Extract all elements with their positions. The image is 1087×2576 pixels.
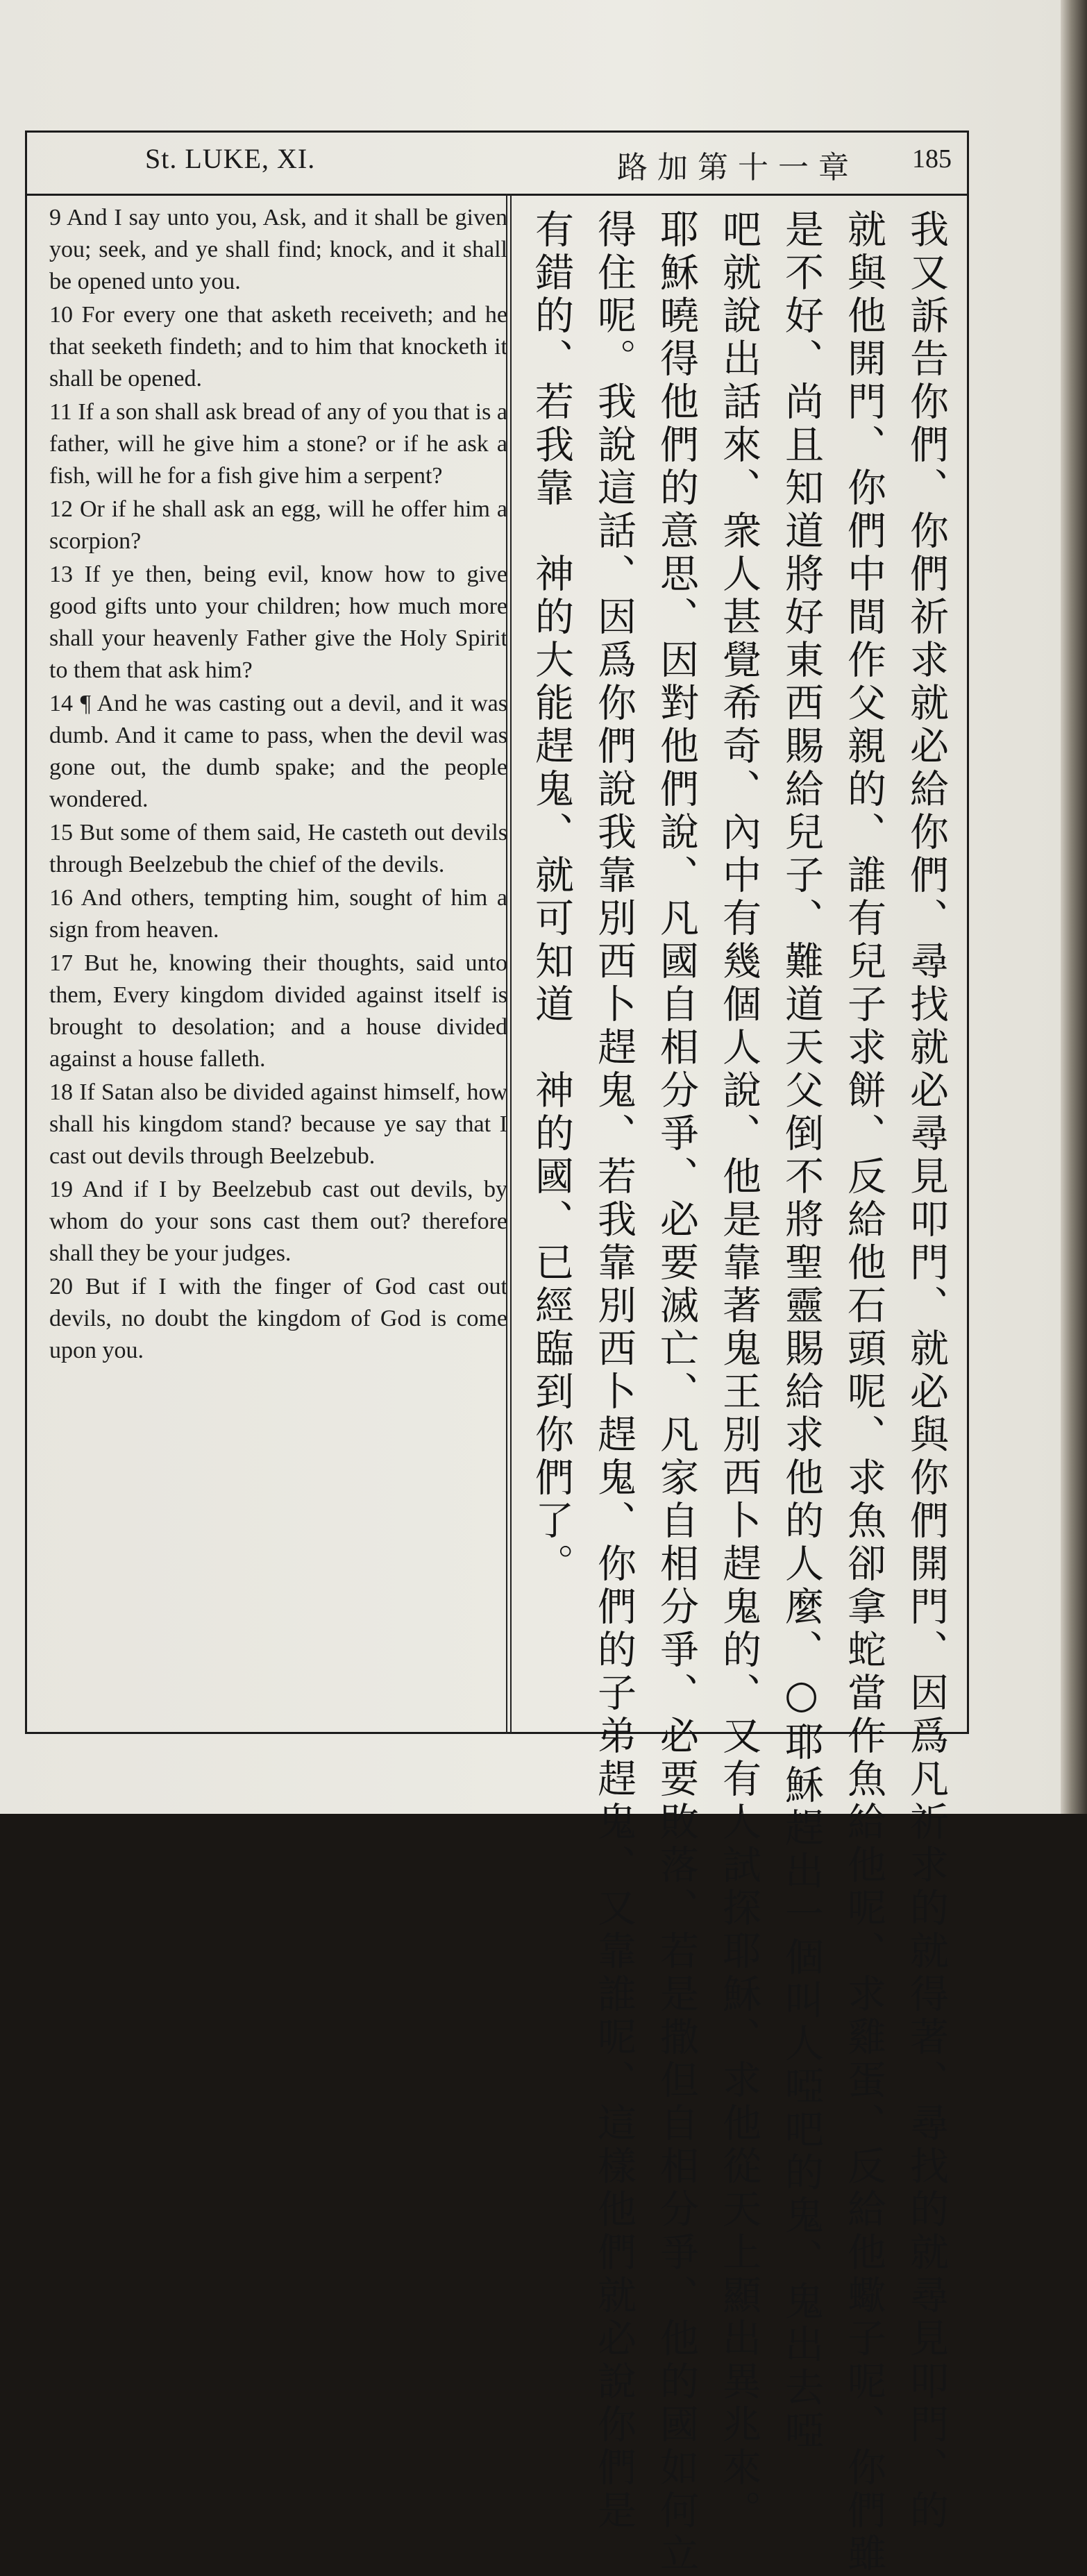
verse-19: 19 And if I by Beelzebub cast out devils, by whom do your sons cast them out? therefore shall they be your judges. bbox=[49, 1177, 507, 1266]
verse-18: 18 If Satan also be divided against himself, how shall his kingdom stand? because ye say that I cast out devils through Beelzebub. bbox=[49, 1079, 507, 1169]
chinese-chapter-title: 路加第十一章 bbox=[617, 150, 859, 185]
verse-17: 17 But he, knowing their thoughts, said unto them, Every kingdom divided against itself is brought to desolation; and a house divided against a house falleth. bbox=[49, 950, 507, 1072]
english-column bbox=[49, 202, 507, 1368]
verse-10: 10 For every one that asketh receiveth; and he that seeketh findeth; and to him that knocketh it shall be opened. bbox=[49, 302, 507, 392]
running-header bbox=[27, 133, 967, 196]
chinese-column-2: 就與他開門、你們中間作父親的、誰有兒子求餅、反給他石頭呢、求魚卻拿蛇當作魚給他呢、求雞蛋、反給他蠍子呢、你們雖 bbox=[841, 209, 886, 2576]
chinese-column-6: 得住呢。我說這話、因爲你們說我靠別西卜趕鬼、若我靠別西卜趕鬼、你們的子弟趕鬼、又靠誰呢、這樣他們就必說你們是 bbox=[591, 209, 637, 2533]
book-page-edge bbox=[1061, 0, 1087, 1814]
chinese-column-3: 是不好、尚且知道將好東西賜給兒子、難道天父倒不將聖靈賜給求他的人麼、○耶穌趕出一個叫人啞吧的鬼、鬼出去啞 bbox=[779, 209, 824, 2453]
verse-16: 16 And others, tempting him, sought of him a sign from heaven. bbox=[49, 885, 507, 943]
verse-20: 20 But if I with the finger of God cast out devils, no doubt the kingdom of God is come upon you. bbox=[49, 1274, 507, 1363]
chinese-column-5: 耶穌曉得他們的意思、因對他們說、凡國自相分爭、必要滅亡、凡家自相分爭、必要敗落、若是撒但自相分爭、他的國如何立 bbox=[654, 209, 699, 2576]
page-number: 185 bbox=[912, 144, 952, 174]
chinese-column-7: 有錯的、若我靠 神的大能趕鬼、就可知道 神的國、已經臨到你們了。 bbox=[529, 209, 574, 1586]
chinese-column-block bbox=[527, 209, 957, 2576]
verse-12: 12 Or if he shall ask an egg, will he offer him a scorpion? bbox=[49, 496, 507, 554]
chinese-column-4: 吧就說出話來、衆人甚覺希奇、內中有幾個人說、他是靠著鬼王別西卜趕鬼的、又有人試探耶穌、求他從天上顯出異兆來。 bbox=[716, 209, 761, 2533]
verse-14: 14 ¶ And he was casting out a devil, and it was dumb. And it came to pass, when the devil was gone out, the dumb spake; and the people wondered. bbox=[49, 691, 507, 812]
verse-15: 15 But some of them said, He casteth out devils through Beelzebub the chief of the devils. bbox=[49, 820, 507, 877]
verse-13: 13 If ye then, being evil, know how to give good gifts unto your children; how much more shall your heavenly Father give the Holy Spirit to them that ask him? bbox=[49, 562, 507, 683]
book-title: St. LUKE, XI. bbox=[145, 143, 316, 174]
verse-11: 11 If a son shall ask bread of any of you that is a father, will he give him a stone? or if he ask a fish, will he for a fish give him a serpent? bbox=[49, 399, 507, 489]
column-divider bbox=[506, 194, 512, 1734]
verse-9: 9 And I say unto you, Ask, and it shall be given you; seek, and ye shall find; knock, and it shall be opened unto you. bbox=[49, 205, 507, 294]
chinese-column-1: 我又訴告你們、你們祈求就必給你們、尋找就必尋見叩門、就必與你們開門、因爲凡祈求的就得著、尋找的就尋見叩門、的 bbox=[904, 209, 949, 2533]
text-frame bbox=[25, 131, 969, 2576]
